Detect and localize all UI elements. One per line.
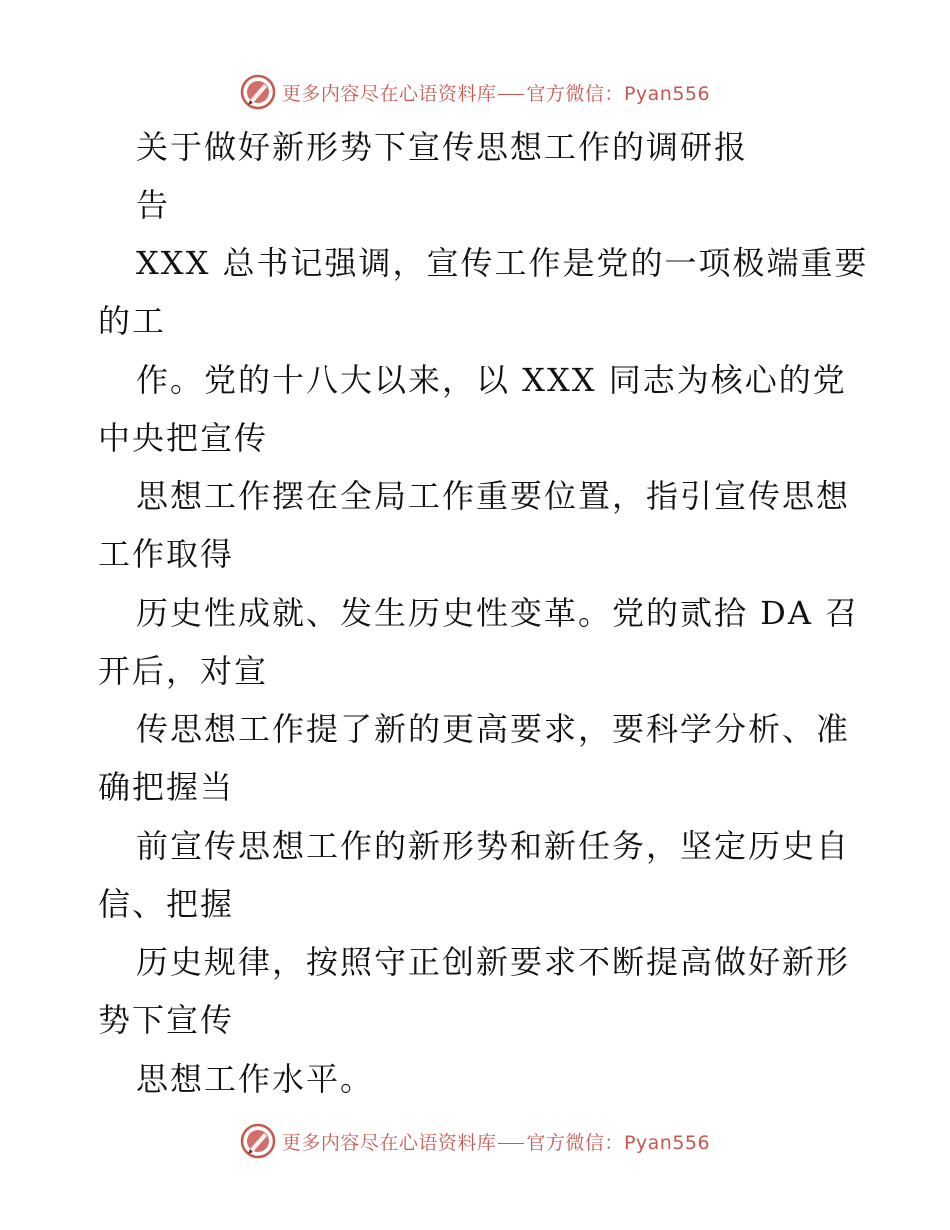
paragraph-line: 历史性成就、发生历史性变革。党的贰拾 DA 召 <box>136 594 860 632</box>
watermark-wechat-id: Pyan556 <box>623 82 711 105</box>
document-title-line-2: 告 <box>136 186 171 224</box>
pen-logo-icon <box>240 1123 276 1159</box>
watermark-dash <box>498 94 524 95</box>
watermark-header <box>0 72 950 112</box>
paragraph-line: 思想工作摆在全局工作重要位置，指引宣传思想 <box>136 477 851 515</box>
paragraph-line: 开后，对宣 <box>98 652 269 690</box>
watermark-text <box>282 79 710 106</box>
paragraph-line: 确把握当 <box>98 768 235 806</box>
paragraph-line: 传思想工作提了新的更高要求，要科学分析、准 <box>136 710 851 748</box>
paragraph-line: XXX 总书记强调，宣传工作是党的一项极端重要 <box>136 244 869 282</box>
watermark-footer <box>0 1121 950 1161</box>
paragraph-line: 中央把宣传 <box>98 419 269 457</box>
watermark-library-text: 更多内容尽在心语资料库 <box>281 1131 497 1154</box>
paragraph-line: 势下宣传 <box>98 1001 235 1039</box>
paragraph-line: 信、把握 <box>98 885 235 923</box>
watermark-wechat-label: 官方微信： <box>526 1131 624 1154</box>
watermark-wechat-label: 官方微信： <box>526 82 624 105</box>
paragraph-line: 前宣传思想工作的新形势和新任务，坚定历史自 <box>136 827 851 865</box>
watermark-text <box>282 1128 710 1155</box>
paragraph-line: 历史规律，按照守正创新要求不断提高做好新形 <box>136 943 851 981</box>
pen-logo-icon <box>240 74 276 110</box>
watermark-dash <box>498 1143 524 1144</box>
paragraph-line: 思想工作水平。 <box>136 1060 375 1098</box>
watermark-wechat-id: Pyan556 <box>623 1131 711 1154</box>
paragraph-line: 作。党的十八大以来，以 XXX 同志为核心的党 <box>136 361 847 399</box>
watermark-library-text: 更多内容尽在心语资料库 <box>281 82 497 105</box>
paragraph-line: 工作取得 <box>98 535 235 573</box>
document-title-line-1: 关于做好新形势下宣传思想工作的调研报 <box>136 128 749 166</box>
paragraph-line: 的工 <box>98 302 167 340</box>
